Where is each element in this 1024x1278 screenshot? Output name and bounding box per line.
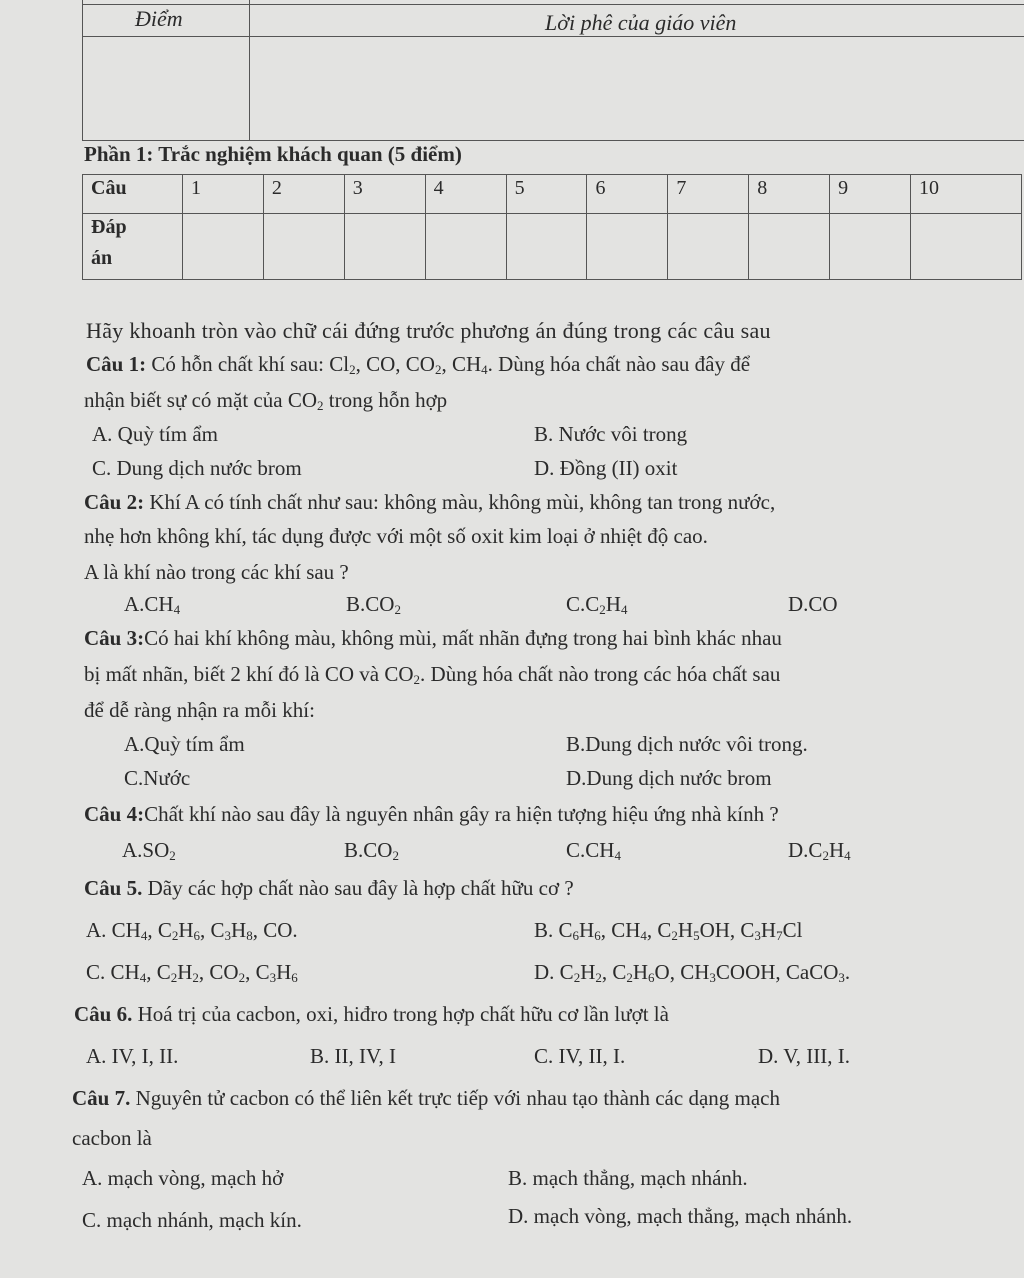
option[interactable]: $D.C_2H_4$ [788,838,851,863]
answer-number: 7 [668,175,749,214]
answer-cell[interactable] [344,214,425,280]
answer-cell[interactable] [425,214,506,280]
answer-cell[interactable] [506,214,587,280]
option[interactable]: C.Nước [124,766,191,790]
question-1: Câu 1: Có hỗn chất khí sau: $Cl_2$, CO, $CO_2$, $CH_4$. Dùng hóa chất nào sau đây để [86,352,751,377]
question-6: Câu 6. Hoá trị của cacbon, oxi, hiđro trong hợp chất hữu cơ lần lượt là [74,1002,669,1026]
option[interactable]: B. II, IV, I [310,1044,396,1068]
question-5: Câu 5. Dãy các hợp chất nào sau đây là hợp chất hữu cơ ? [84,876,574,900]
option[interactable]: C. $CH_4$, $C_2H_2$, $CO_2$, $C_3H_6$ [86,960,298,985]
answer-number: 10 [911,175,1022,214]
question-2-line3: A là khí nào trong các khí sau ? [84,560,349,584]
row-label-answer: Đáp án [83,214,183,280]
part-title: Phần 1: Trắc nghiệm khách quan (5 điểm) [84,142,462,166]
question-3: Câu 3:Có hai khí không màu, không mùi, mất nhãn đựng trong hai bình khác nhau [84,626,782,650]
answer-cell[interactable] [911,214,1022,280]
answer-number: 3 [344,175,425,214]
option[interactable]: B. $C_6H_6$, $CH_4$, $C_2H_5OH$, $C_3H_7Cl$ [534,918,803,943]
answer-number: 5 [506,175,587,214]
option[interactable]: A. IV, I, II. [86,1044,179,1068]
answer-cell[interactable] [830,214,911,280]
option[interactable]: D.Dung dịch nước brom [566,766,772,790]
answer-cell[interactable] [587,214,668,280]
option[interactable]: A. Quỳ tím ẩm [92,422,218,446]
question-7: Câu 7. Nguyên tử cacbon có thể liên kết trực tiếp với nhau tạo thành các dạng mạch [72,1086,780,1110]
option[interactable]: $C.C_2H_4$ [566,592,628,617]
question-4: Câu 4:Chất khí nào sau đây là nguyên nhân gây ra hiện tượng hiệu ứng nhà kính ? [84,802,779,826]
answer-number: 8 [749,175,830,214]
question-2-line2: nhẹ hơn không khí, tác dụng được với một số oxit kim loại ở nhiệt độ cao. [84,524,708,548]
question-7-line2: cacbon là [72,1126,152,1150]
score-label: Điểm [135,6,183,31]
answer-cell[interactable] [263,214,344,280]
option[interactable]: D. $C_2H_2$, $C_2H_6O$, $CH_3COOH$, CaCO$_3$. [534,960,851,985]
instruction: Hãy khoanh tròn vào chữ cái đứng trước phương án đúng trong các câu sau [86,318,771,343]
option[interactable]: D. Đồng (II) oxit [534,456,678,480]
option[interactable]: $B.CO_2$ [346,592,401,617]
score-table [82,0,1024,141]
option[interactable]: A. $CH_4$, $C_2H_6$, $C_3H_8$, CO. [86,918,298,943]
option[interactable]: C. Dung dịch nước brom [92,456,302,480]
option[interactable]: D. mạch vòng, mạch thẳng, mạch nhánh. [508,1204,853,1228]
answer-number: 4 [425,175,506,214]
question-2: Câu 2: Khí A có tính chất như sau: không màu, không mùi, không tan trong nước, [84,490,776,514]
comment-label: Lời phê của giáo viên [545,10,737,35]
option[interactable]: $A.CH_4$ [124,592,181,617]
question-3-line3: để dễ ràng nhận ra mỗi khí: [84,698,315,722]
answer-number: 2 [263,175,344,214]
answer-table [82,174,1022,280]
option[interactable]: B. mạch thẳng, mạch nhánh. [508,1166,748,1190]
question-3-line2: bị mất nhãn, biết 2 khí đó là CO và $CO_2$. Dùng hóa chất nào trong các hóa chất sau [84,662,781,687]
answer-cell[interactable] [749,214,830,280]
option[interactable]: C. mạch nhánh, mạch kín. [82,1208,302,1232]
option[interactable]: A. mạch vòng, mạch hở [82,1166,284,1190]
option[interactable]: A.Quỳ tím ẩm [124,732,245,756]
row-label-question: Câu [83,175,183,214]
option[interactable]: B.Dung dịch nước vôi trong. [566,732,808,756]
answer-cell[interactable] [668,214,749,280]
option[interactable]: $B.CO_2$ [344,838,399,863]
option[interactable]: C. IV, II, I. [534,1044,626,1068]
answer-number: 6 [587,175,668,214]
option[interactable]: D. V, III, I. [758,1044,850,1068]
answer-number: 9 [830,175,911,214]
answer-number: 1 [183,175,264,214]
option[interactable]: $A.SO_2$ [122,838,176,863]
option[interactable]: $C.CH_4$ [566,838,621,863]
answer-cell[interactable] [183,214,264,280]
question-1-line2: nhận biết sự có mặt của $CO_2$ trong hỗn hợp [84,388,448,413]
option[interactable]: B. Nước vôi trong [534,422,688,446]
option[interactable]: D.CO [788,592,838,616]
